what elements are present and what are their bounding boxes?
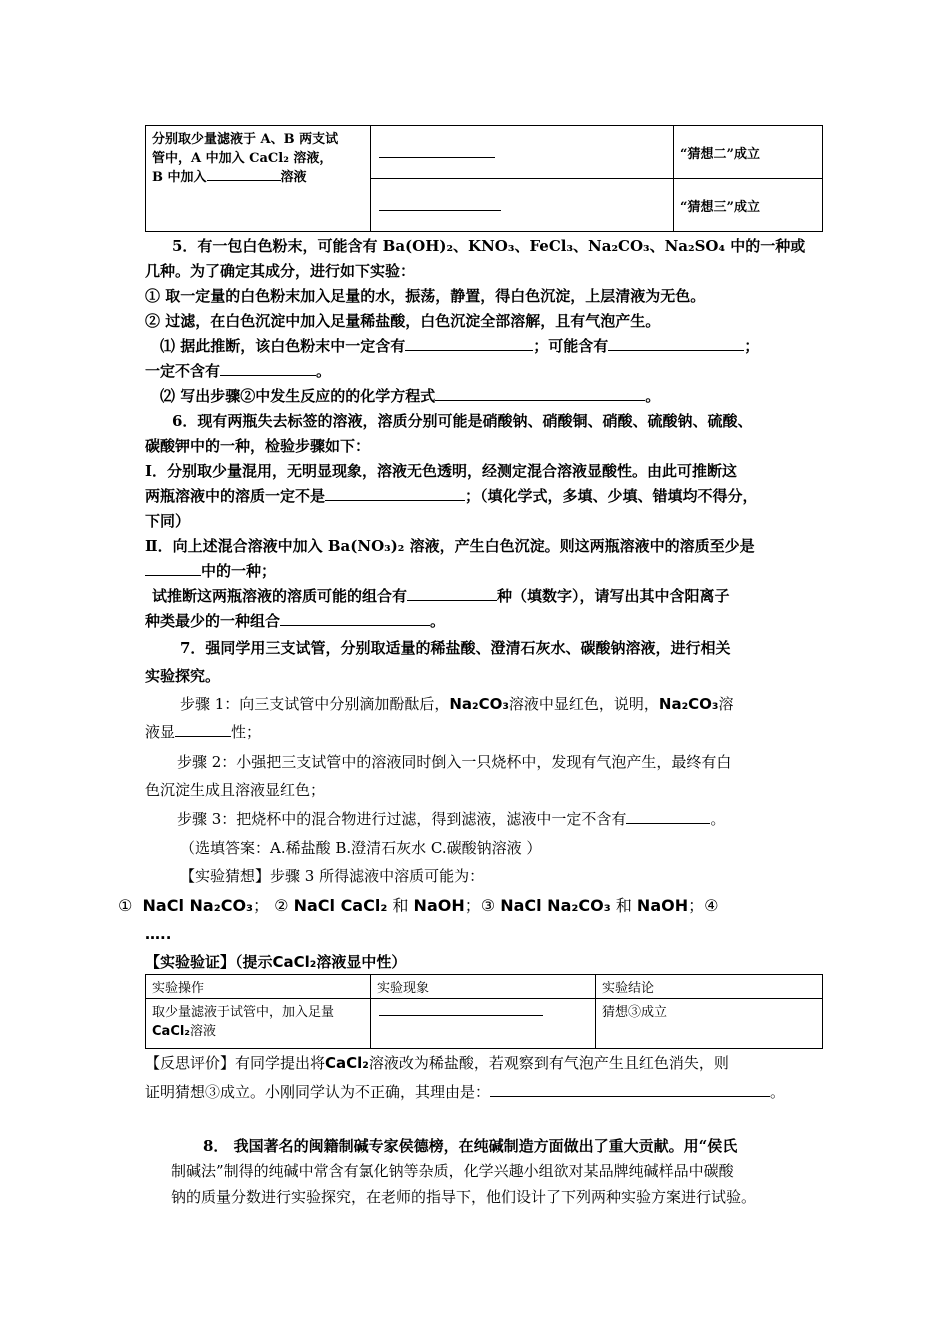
q7-line: ….. bbox=[145, 925, 172, 943]
q5-line: 几种。为了确定其成分，进行如下实验： bbox=[145, 262, 416, 280]
q5-line: 5．有一包白色粉末，可能含有 Ba(OH)₂、KNO₃、FeCl₃、Na₂CO₃、Na₂SO₄ 中的一种或 bbox=[172, 237, 806, 255]
blank-field[interactable] bbox=[407, 586, 497, 601]
table2-header: 实验结论 bbox=[596, 975, 823, 999]
q8-line: 制碱法”制得的纯碱中常含有氯化钠等杂质，化学兴趣小组欲对某品牌纯碱样品中碳酸 bbox=[171, 1162, 734, 1180]
table2-header: 实验操作 bbox=[146, 975, 371, 999]
blank-field[interactable] bbox=[608, 336, 744, 351]
table1-conclusion-cell: “猜想三”成立 bbox=[674, 179, 823, 232]
table1-phenomenon-cell bbox=[371, 179, 674, 232]
q6-line: Ⅱ．向上述混合溶液中加入 Ba(NO₃)₂ 溶液，产生白色沉淀。则这两瓶溶液中的溶质至少是 bbox=[145, 537, 755, 555]
blank-field[interactable] bbox=[280, 611, 430, 626]
blank-field[interactable] bbox=[207, 166, 281, 181]
blank-field[interactable] bbox=[626, 809, 710, 824]
q7-line: 色沉淀生成且溶液显红色； bbox=[145, 781, 326, 799]
q6-line: 两瓶溶液中的溶质一定不是 ；（填化学式，多填、少填、错填均不得分， bbox=[145, 487, 758, 505]
q7-hypotheses: ① NaCl Na₂CO₃； ② NaCl CaCl₂ 和 NaOH；③ NaCl Na₂CO₃ 和 NaOH；④ bbox=[118, 896, 719, 915]
blank-field[interactable] bbox=[175, 722, 231, 737]
q7-line: 【实验猜想】步骤 3 所得滤液中溶质可能为： bbox=[180, 867, 485, 885]
q6-line: 中的一种； bbox=[145, 561, 276, 581]
table1-conclusion-cell: “猜想二”成立 bbox=[674, 126, 823, 179]
q8-line: 钠的质量分数进行实验探究，在老师的指导下，他们设计了下列两种实验方案进行试验。 bbox=[171, 1188, 757, 1206]
blank-field[interactable] bbox=[145, 561, 201, 576]
q5-line: ⑵ 写出步骤②中发生反应的的化学方程式 。 bbox=[160, 387, 661, 405]
blank-field[interactable] bbox=[379, 196, 501, 211]
q5-line: ② 过滤，在白色沉淀中加入足量稀盐酸，白色沉淀全部溶解，且有气泡产生。 bbox=[145, 312, 661, 330]
q6-line: 6．现有两瓶失去标签的溶液，溶质分别可能是硝酸钠、硝酸铜、硝酸、硫酸钠、硫酸、 bbox=[172, 412, 753, 430]
q6-line: 试推断这两瓶溶液的溶质可能的组合有 种（填数字），请写出其中含阳离子 bbox=[152, 587, 730, 605]
blank-field[interactable] bbox=[379, 143, 495, 158]
blank-field[interactable] bbox=[490, 1082, 770, 1097]
blank-field[interactable] bbox=[379, 1001, 543, 1016]
table2-conclusion-cell: 猜想③成立 bbox=[596, 999, 823, 1049]
reflect-line: 【反思评价】有同学提出将CaCl₂溶液改为稀盐酸，若观察到有气泡产生且红色消失，则 bbox=[145, 1054, 729, 1072]
table1-operation-cell: 分别取少量滤液于 A、B 两支试 管中，A 中加入 CaCl₂ 溶液， B 中加入 溶液 bbox=[146, 126, 371, 232]
table2-header: 实验现象 bbox=[371, 975, 596, 999]
q6-line: Ⅰ．分别取少量混用，无明显现象，溶液无色透明，经测定混合溶液显酸性。由此可推断这 bbox=[145, 462, 738, 480]
q5-line: 一定不含有 。 bbox=[145, 362, 332, 380]
q7-line: 实验探究。 bbox=[145, 667, 221, 685]
experiment-table-1 bbox=[145, 125, 823, 232]
q5-line: ⑴ 据此推断，该白色粉末中一定含有 ；可能含有 ； bbox=[160, 337, 760, 355]
blank-field[interactable] bbox=[325, 486, 465, 501]
experiment-table-2 bbox=[145, 974, 823, 1049]
q6-line: 下同） bbox=[145, 512, 191, 530]
q8-line: 8． 我国著名的闽籍制碱专家侯德榜，在纯碱制造方面做出了重大贡献。用“侯氏 bbox=[203, 1137, 738, 1155]
blank-field[interactable] bbox=[220, 361, 316, 376]
q6-line: 碳酸钾中的一种，检验步骤如下： bbox=[145, 437, 371, 455]
q7-line: 【实验验证】（提示CaCl₂溶液显中性） bbox=[145, 953, 407, 971]
q7-line: 步骤 3：把烧杯中的混合物进行过滤，得到滤液，滤液中一定不含有 。 bbox=[177, 810, 726, 828]
table2-operation-cell: 取少量滤液于试管中，加入足量 CaCl₂溶液 bbox=[146, 999, 371, 1049]
q7-line: 步骤 2：小强把三支试管中的溶液同时倒入一只烧杯中，发现有气泡产生，最终有白 bbox=[177, 753, 732, 771]
table1-phenomenon-cell bbox=[371, 126, 674, 179]
blank-field[interactable] bbox=[405, 336, 533, 351]
q5-line: ① 取一定量的白色粉末加入足量的水，振荡，静置，得白色沉淀，上层清液为无色。 bbox=[145, 287, 706, 305]
reflect-line: 证明猜想③成立。小刚同学认为不正确，其理由是： 。 bbox=[145, 1083, 786, 1101]
q7-options: （选填答案：A.稀盐酸 B.澄清石灰水 C.碳酸钠溶液 ） bbox=[180, 839, 542, 857]
q7-line: 7．强同学用三支试管，分别取适量的稀盐酸、澄清石灰水、碳酸钠溶液，进行相关 bbox=[180, 639, 731, 657]
q7-line: 液显 性； bbox=[145, 723, 262, 741]
table2-phenomenon-cell bbox=[371, 999, 596, 1049]
q7-line: 步骤 1：向三支试管中分别滴加酚酞后，Na₂CO₃溶液中显红色，说明，Na₂CO₃溶 bbox=[180, 695, 734, 713]
q6-line: 种类最少的一种组合 。 bbox=[145, 612, 446, 630]
blank-field[interactable] bbox=[435, 386, 645, 401]
